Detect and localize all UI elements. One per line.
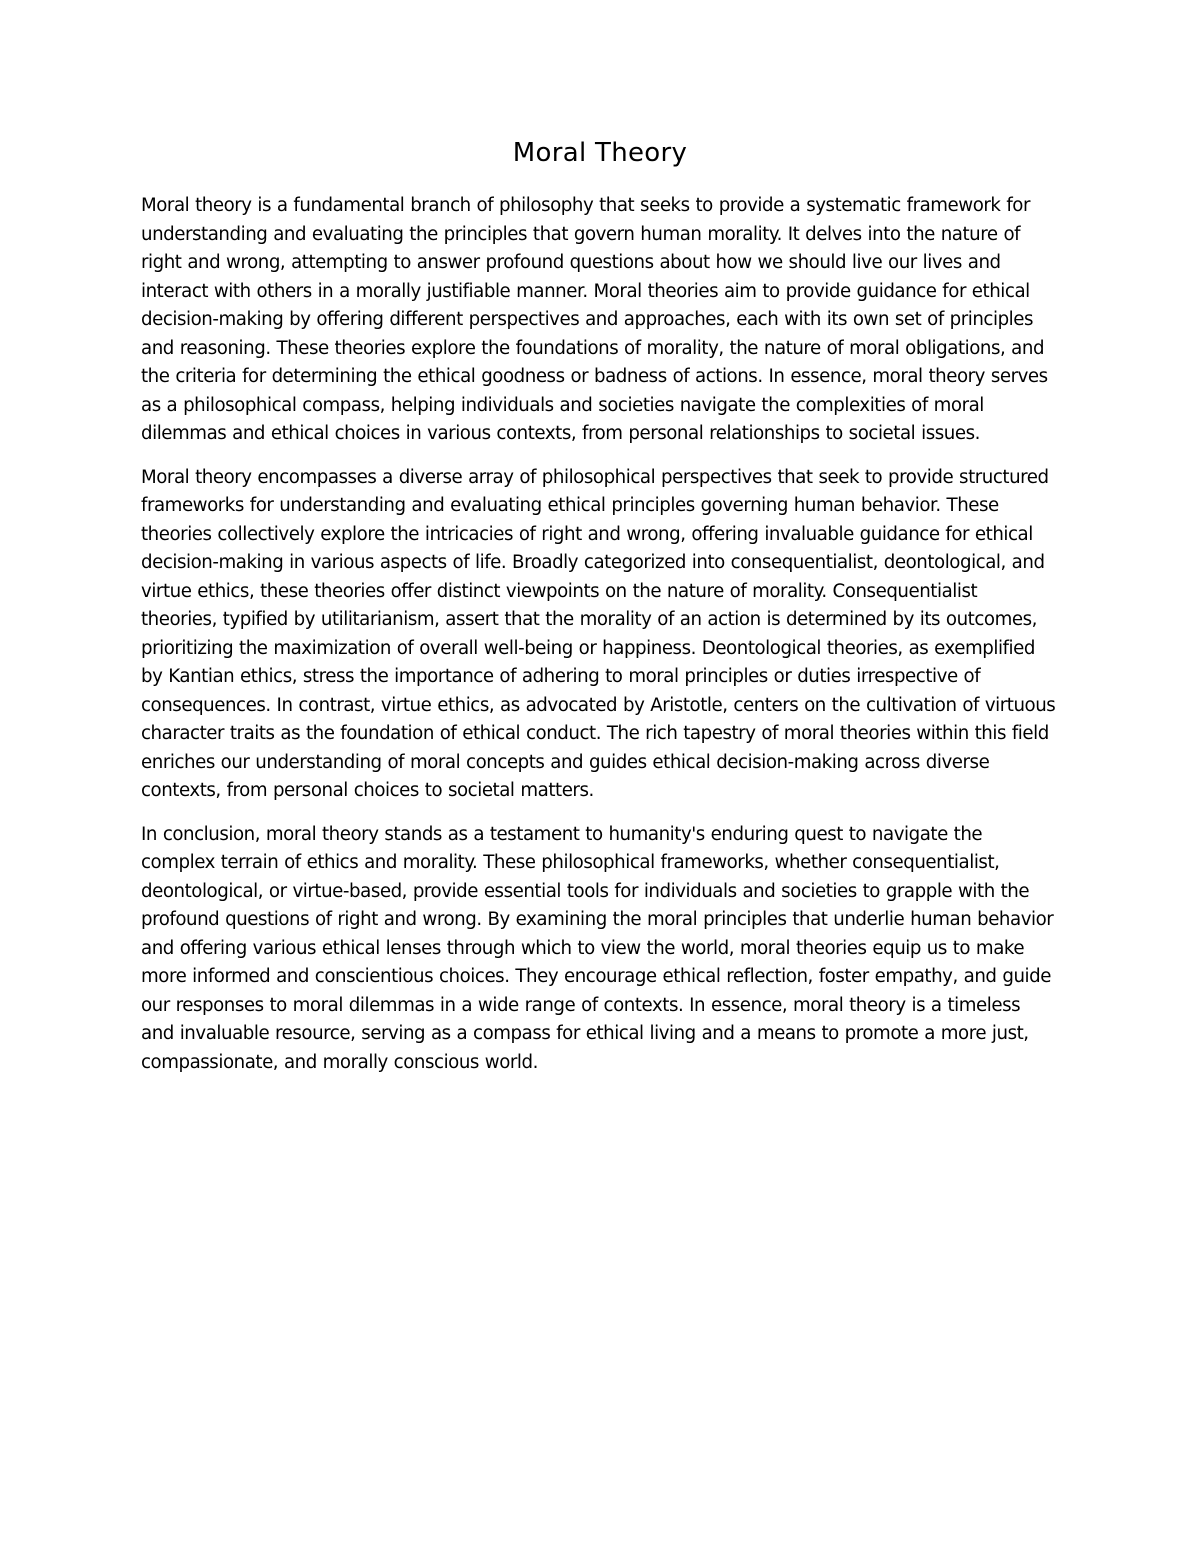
document-body: [141, 192, 1057, 1092]
document-title: Moral Theory: [512, 138, 688, 168]
paragraph-conclusion: In conclusion, moral theory stands as a testament to humanity's enduring quest to navigate the complex terrain of ethics and morality. These philosophical frameworks, whether consequentialist, deontological, or virtue-based, provide essential tools for individuals and societies to grapple with the profound questions of right and wrong. By examining the moral principles that underlie human behavior and offering various ethical lenses through which to view the world, moral theories equip us to make more informed and conscientious choices. They encourage ethical reflection, foster empathy, and guide our responses to moral dilemmas in a wide range of contexts. In essence, moral theory is a timeless and invaluable resource, serving as a compass for ethical living and a means to promote a more just, compassionate, and morally conscious world.: [141, 823, 1054, 1073]
paragraph-introduction: Moral theory is a fundamental branch of philosophy that seeks to provide a systematic framework for understanding and evaluating the principles that govern human morality. It delves into the nature of right and wrong, attempting to answer profound questions about how we should live our lives and interact with others in a morally justifiable manner. Moral theories aim to provide guidance for ethical decision-making by offering different perspectives and approaches, each with its own set of principles and reasoning. These theories explore the foundations of morality, the nature of moral obligations, and the criteria for determining the ethical goodness or badness of actions. In essence, moral theory serves as a philosophical compass, helping individuals and societies navigate the complexities of moral dilemmas and ethical choices in various contexts, from personal relationships to societal issues.: [141, 195, 1048, 444]
paragraph-perspectives: Moral theory encompasses a diverse array of philosophical perspectives that seek to provide structured frameworks for understanding and evaluating ethical principles governing human behavior. These theories collectively explore the intricacies of right and wrong, offering invaluable guidance for ethical decision-making in various aspects of life. Broadly categorized into consequentialist, deontological, and virtue ethics, these theories offer distinct viewpoints on the nature of morality. Consequentialist theories, typified by utilitarianism, assert that the morality of an action is determined by its outcomes, prioritizing the maximization of overall well-being or happiness. Deontological theories, as exemplified by Kantian ethics, stress the importance of adhering to moral principles or duties irrespective of consequences. In contrast, virtue ethics, as advocated by Aristotle, centers on the cultivation of virtuous character traits as the foundation of ethical conduct. The rich tapestry of moral theories within this field enriches our understanding of moral concepts and guides ethical decision-making across diverse contexts, from personal choices to societal matters.: [141, 466, 1056, 801]
